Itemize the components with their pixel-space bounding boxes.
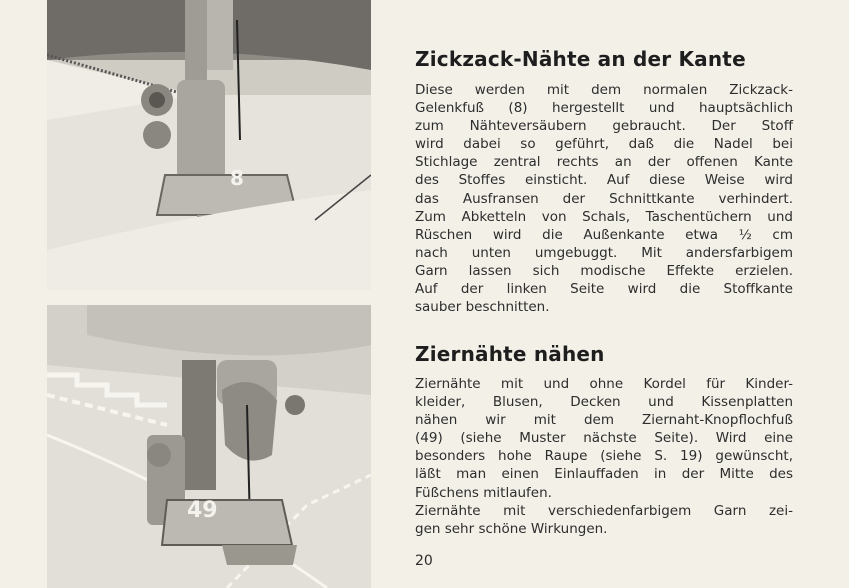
foot-number-49: 49 <box>187 498 218 523</box>
heading-ziernaehte-naehen: Ziernähte nähen <box>415 342 605 366</box>
text-line: Ziernähte mit und ohne Kordel für Kinder- <box>415 376 793 392</box>
text-line: Diese werden mit dem normalen Zickzack- <box>415 82 793 98</box>
text-line: Stichlage zentral rechts an der offenen Kante <box>415 154 793 171</box>
text-line: wird dabei so geführt, daß die Nadel bei <box>415 136 793 153</box>
text-line: kleider, Blusen, Decken und Kissenplatten <box>415 394 793 411</box>
text-line: läßt man einen Einlauffaden in der Mitte des <box>415 466 793 483</box>
text-line: sauber beschnitten. <box>415 299 550 316</box>
text-line: nähen wir mit dem Ziernaht-Knopflochfuß <box>415 412 793 429</box>
text-line: des Stoffes einsticht. Auf diese Weise wird <box>415 172 793 189</box>
text-line: zum Nähteversäubern gebraucht. Der Stoff <box>415 118 793 135</box>
photo-ziernaht-foot <box>47 305 371 588</box>
page-number: 20 <box>415 553 433 569</box>
text-line: nach unten umgebuggt. Mit andersfarbigem <box>415 244 793 261</box>
text-line: Garn lassen sich modische Effekte erzielen. <box>415 262 793 279</box>
text-line: besonders hohe Raupe (siehe S. 19) gewünscht, <box>415 448 793 465</box>
heading-zickzack-naehte: Zickzack-Nähte an der Kante <box>415 47 746 71</box>
text-line: Ziernähte mit verschiedenfarbigem Garn zei- <box>415 502 793 519</box>
text-line: Auf der linken Seite wird die Stoffkante <box>415 281 793 298</box>
text-line: das Ausfransen der Schnittkante verhindert. <box>415 190 793 207</box>
text-line: Rüschen wird die Außenkante etwa ½ cm <box>415 226 793 243</box>
text-line: gen sehr schöne Wirkungen. <box>415 520 608 537</box>
text-line: Zum Abketteln von Schals, Taschentüchern und <box>415 208 793 225</box>
photo-zickzack-foot <box>47 0 371 290</box>
foot-number-8: 8 <box>230 166 244 190</box>
paragraph-ziernaehte-naehen <box>415 375 793 538</box>
text-line: Gelenkfuß (8) hergestellt und hauptsächlich <box>415 100 793 117</box>
paragraph-zickzack-naehte <box>415 81 793 316</box>
text-line: (49) (siehe Muster nächste Seite). Wird eine <box>415 430 793 447</box>
text-line: Füßchens mitlaufen. <box>415 484 552 501</box>
